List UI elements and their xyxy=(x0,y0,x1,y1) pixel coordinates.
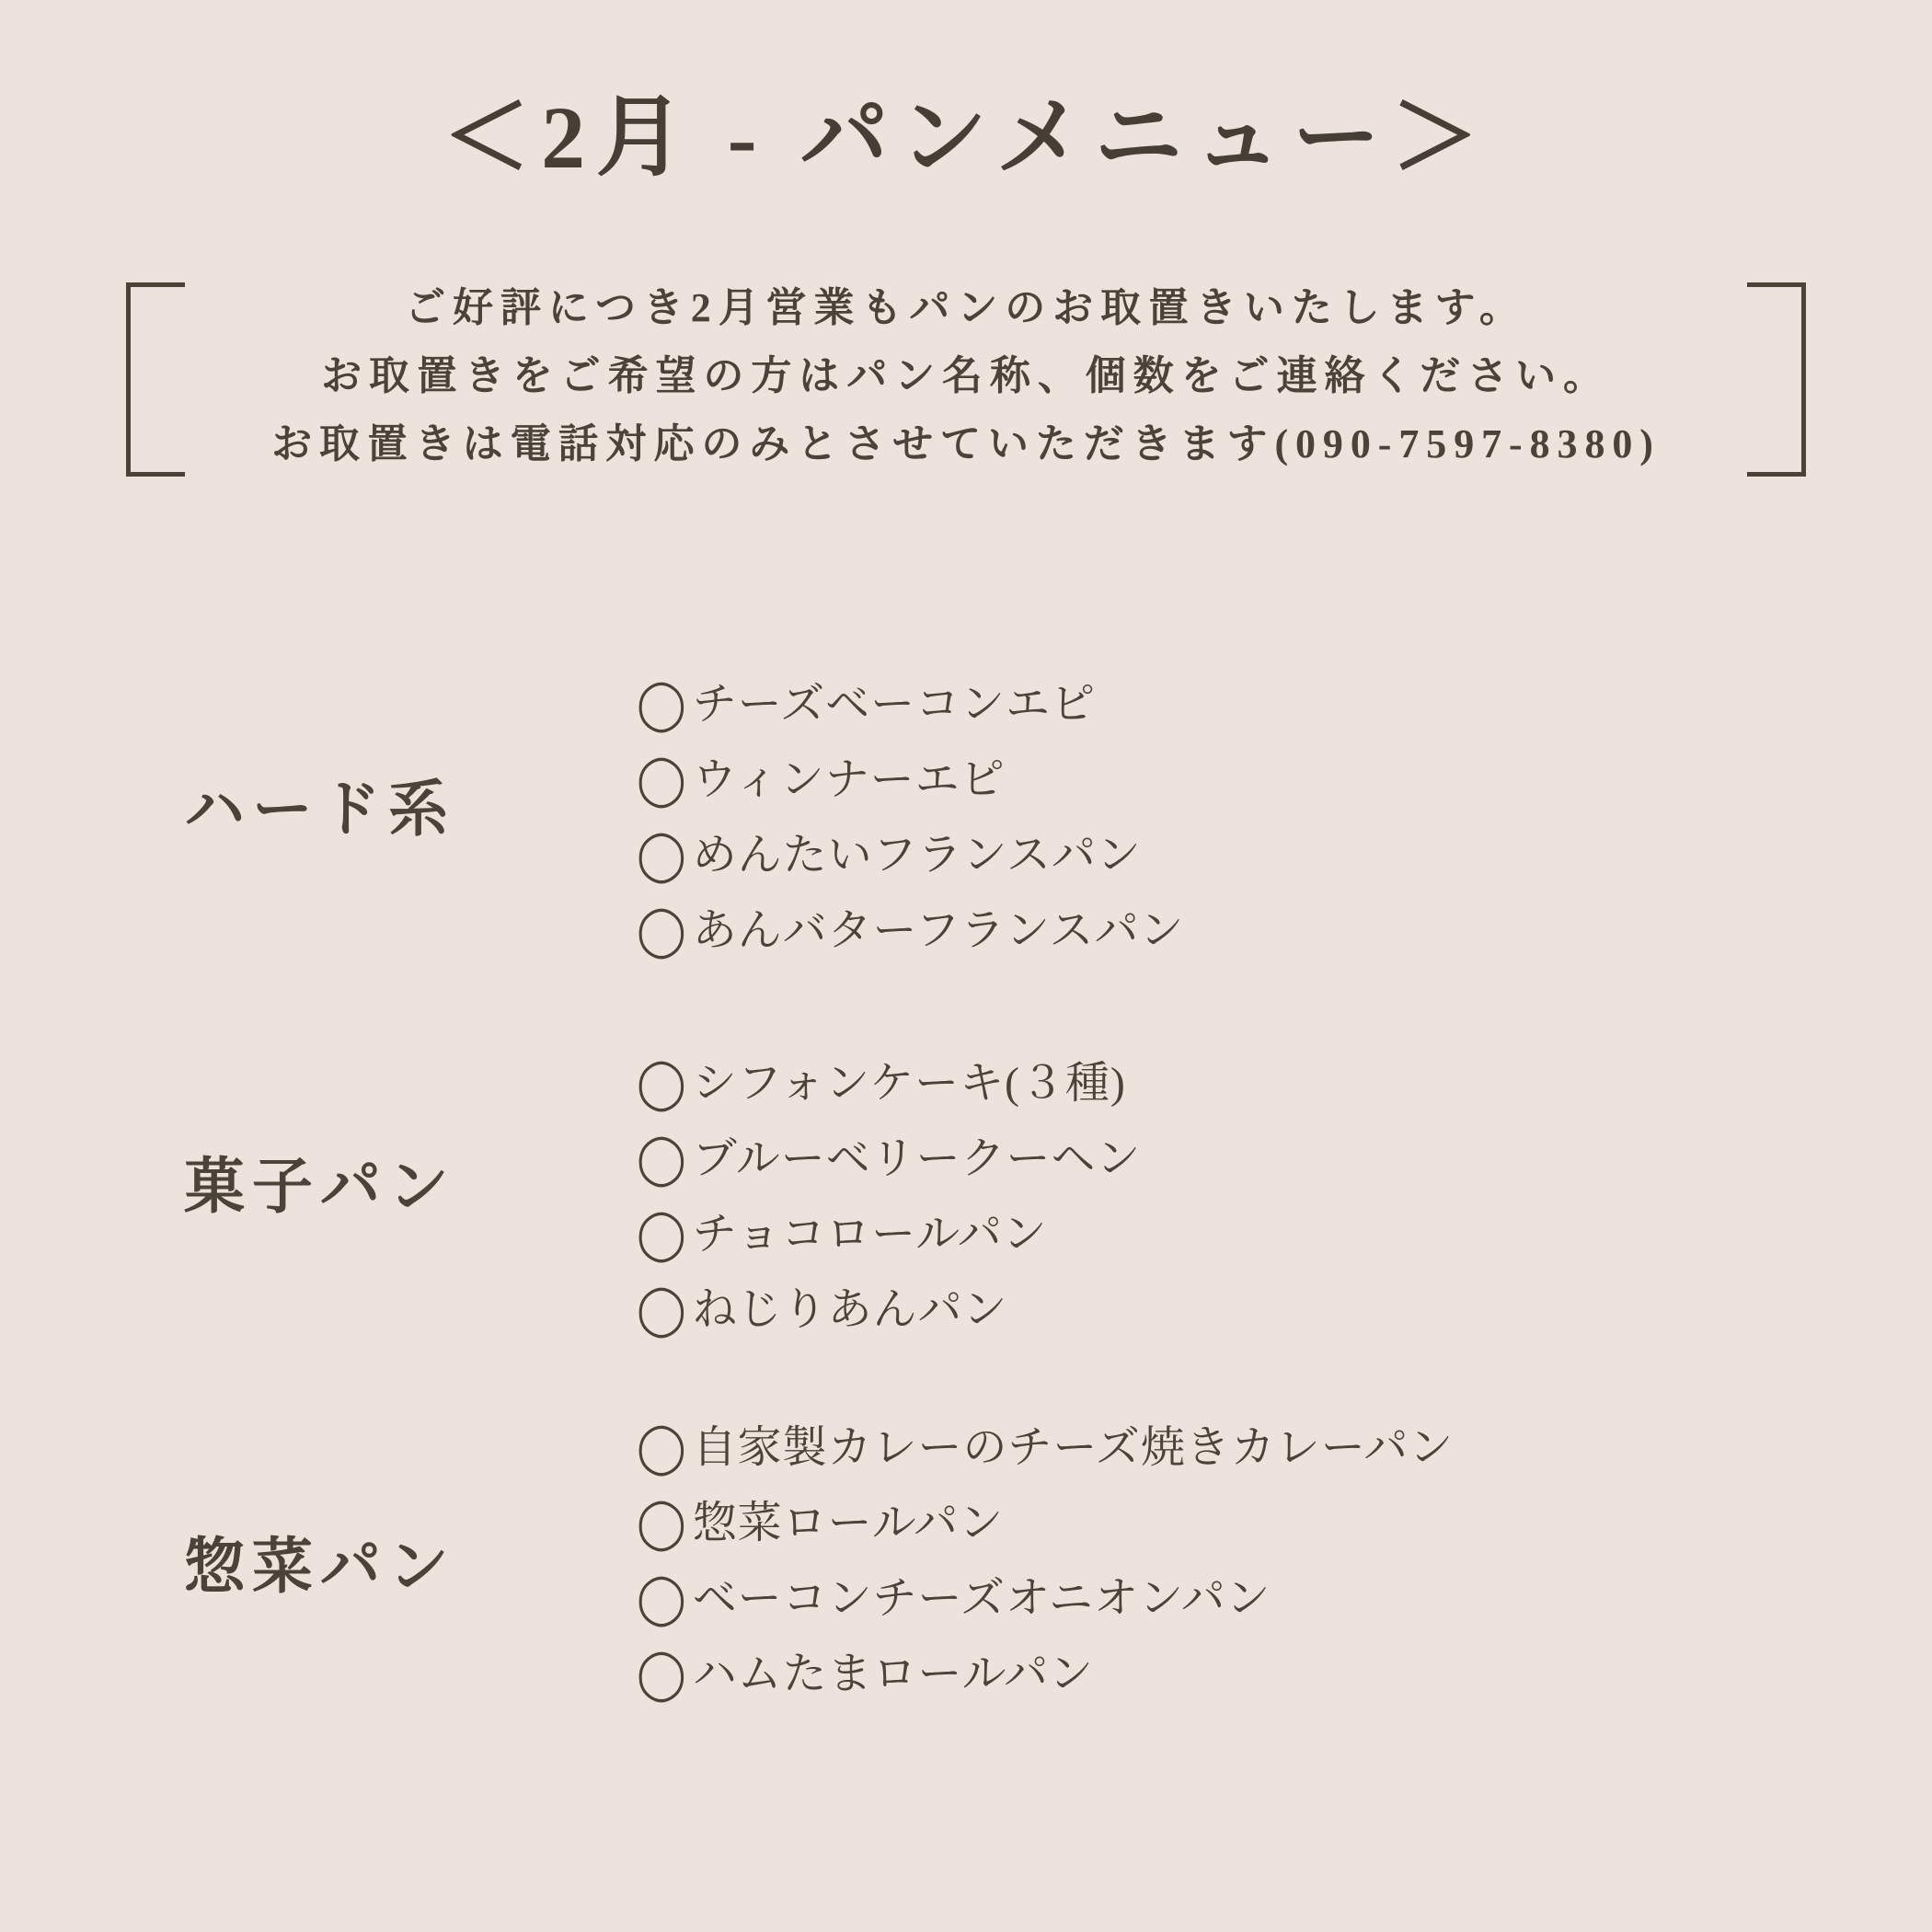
circle-marker: ◯ xyxy=(637,1495,687,1551)
item-list-savory xyxy=(637,1410,1454,1712)
menu-item-label: 自家製カレーのチーズ焼きカレーパン xyxy=(692,1423,1455,1472)
menu-item-label: ハムたまロールパン xyxy=(692,1650,1095,1698)
circle-marker: ◯ xyxy=(637,1206,687,1262)
circle-marker: ◯ xyxy=(637,676,687,732)
page-title: ＜2月 - パンメニュー＞ xyxy=(442,88,1490,187)
category-label-sweet: 菓子パン xyxy=(184,1154,456,1221)
circle-marker: ◯ xyxy=(637,1646,687,1702)
circle-marker: ◯ xyxy=(637,1055,687,1111)
menu-item xyxy=(637,667,1184,742)
menu-item xyxy=(637,1197,1141,1272)
category-label-hard: ハード系 xyxy=(184,776,456,844)
circle-marker: ◯ xyxy=(637,1570,687,1627)
menu-item-label: 惣菜ロールパン xyxy=(692,1499,1005,1547)
item-list-hard xyxy=(637,667,1184,969)
menu-item-label: チョコロールパン xyxy=(692,1210,1048,1259)
menu-item xyxy=(637,1637,1454,1712)
circle-marker: ◯ xyxy=(637,903,687,959)
notice-line-3: お取置きは電話対応のみとさせていただきます(090-7597-8380) xyxy=(271,421,1661,466)
notice-line-1: ご好評につき2月営業もパンのお取置きいたします。 xyxy=(405,285,1527,330)
circle-marker: ◯ xyxy=(637,827,687,883)
menu-item-label: ベーコンチーズオニオンパン xyxy=(692,1574,1271,1623)
notice-text xyxy=(0,274,1932,478)
menu-item xyxy=(637,1561,1454,1637)
item-list-sweet xyxy=(637,1046,1141,1348)
circle-marker: ◯ xyxy=(637,1420,687,1476)
category-label-savory: 惣菜パン xyxy=(184,1534,456,1601)
notice-box xyxy=(0,272,1932,493)
circle-marker: ◯ xyxy=(637,1282,687,1338)
menu-item xyxy=(637,818,1184,893)
menu-item xyxy=(637,1121,1141,1197)
menu-item xyxy=(637,1046,1141,1121)
menu-item xyxy=(637,1410,1454,1486)
menu-item-label: あんバターフランスパン xyxy=(692,906,1185,955)
menu-item xyxy=(637,1486,1454,1561)
menu-item-label: ねじりあんパン xyxy=(692,1285,1008,1334)
menu-item-label: シフォンケーキ(３種) xyxy=(692,1059,1126,1108)
menu-item-label: ウィンナーエピ xyxy=(692,755,1006,804)
menu-item xyxy=(637,1272,1141,1348)
menu-item-label: チーズベーコンエピ xyxy=(692,680,1096,729)
menu-item-label: めんたいフランスパン xyxy=(692,831,1142,880)
notice-line-2: お取置きをご希望の方はパン名称、個数をご連絡ください。 xyxy=(321,353,1611,398)
menu-item xyxy=(637,742,1184,818)
menu-item-label: ブルーベリークーヘン xyxy=(692,1134,1142,1183)
circle-marker: ◯ xyxy=(637,1131,687,1187)
menu-item xyxy=(637,893,1184,969)
circle-marker: ◯ xyxy=(637,752,687,808)
